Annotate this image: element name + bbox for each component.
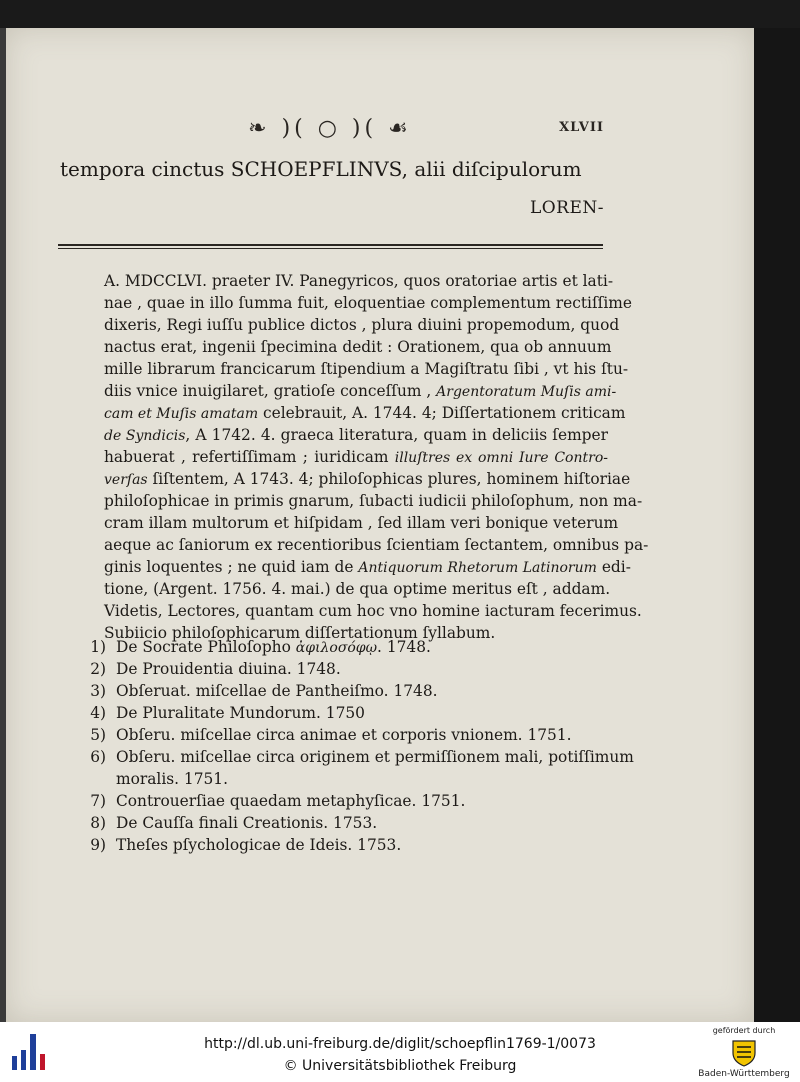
list-item-text — [116, 680, 610, 702]
paragraph-line — [104, 512, 619, 534]
list-item-line — [116, 636, 610, 658]
text-run: nactus erat, ingenii ſpecimina dedit : Orationem, qua ob annuum — [104, 338, 612, 356]
list-item — [86, 724, 610, 746]
text-run: ſiſtentem, A 1743. 4; philoſophicas plures, hominem hiſtoriae — [147, 470, 631, 488]
dissertation-list — [86, 636, 634, 856]
list-item-number: 5) — [90, 726, 106, 744]
footer-bar — [0, 1022, 800, 1082]
text-run: A. MDCCLVI. praeter IV. Panegyricos, quos oratoriae artis et lati- — [104, 272, 614, 290]
list-item — [86, 636, 610, 658]
text-run: De Pluralitate Mundorum. 1750 — [116, 704, 365, 722]
list-item-text — [116, 834, 610, 856]
text-run: Subiicio philoſophicarum diſſertationum ſyllabum. — [104, 624, 496, 642]
double-rule-top — [58, 244, 603, 246]
italic-text-run: Argentoratum Muſis ami- — [436, 384, 617, 400]
list-item-line — [116, 702, 610, 724]
funder-block — [692, 1026, 796, 1079]
baden-wuerttemberg-crest-icon — [730, 1037, 758, 1067]
list-item — [86, 746, 634, 790]
text-run: De Socrate Philoſopho — [116, 638, 296, 656]
list-item-number: 4) — [90, 704, 106, 722]
text-run: nae , quae in illo ſumma fuit, eloquentiae complementum rectiſſime — [104, 294, 632, 312]
paragraph-line — [104, 380, 617, 402]
list-item-line — [116, 768, 610, 790]
ub-freiburg-logo-icon — [10, 1030, 50, 1074]
list-item-line — [116, 790, 610, 812]
list-item — [86, 658, 610, 680]
list-item-line — [116, 746, 634, 768]
paragraph-line — [104, 446, 608, 468]
paragraph-line — [104, 490, 643, 512]
text-run: mille librarum francicarum ſtipendium a Magiſtratu ſibi , vt his ſtu- — [104, 360, 629, 378]
italic-text-run: cam et Muſis amatam — [104, 406, 259, 422]
paragraph-line — [104, 314, 620, 336]
list-item — [86, 834, 610, 856]
paragraph-line — [104, 402, 626, 424]
text-run: aeque ac ſaniorum ex recentioribus ſcientiam ſectantem, omnibus pa- — [104, 536, 649, 554]
list-item-number: 1) — [90, 638, 106, 656]
text-run: philoſophicae in primis gnarum, ſubacti iudicii philoſophum, non ma- — [104, 492, 643, 510]
list-item-number: 8) — [90, 814, 106, 832]
ornament-headpiece: ❧ )( ○ )( ☙ — [248, 116, 412, 141]
list-item-number: 9) — [90, 836, 106, 854]
paragraph-line — [104, 292, 632, 314]
text-run: cram illam multorum et hiſpidam , ſed illam veri bonique veterum — [104, 514, 619, 532]
list-item-line — [116, 812, 610, 834]
paragraph-line — [104, 578, 611, 600]
list-item-text — [116, 812, 610, 834]
paragraph-line — [104, 424, 608, 446]
funder-label: gefördert durch — [712, 1026, 776, 1035]
list-item — [86, 790, 610, 812]
text-run: De Prouidentia diuina. 1748. — [116, 660, 341, 678]
list-item-text — [116, 724, 610, 746]
list-item-line — [116, 724, 610, 746]
scan-right-edge — [754, 28, 800, 1022]
paragraph-line — [104, 270, 614, 292]
list-item — [86, 702, 610, 724]
list-item-text — [116, 746, 634, 790]
main-paragraph — [104, 270, 649, 644]
italic-text-run: Antiquorum Rhetorum Latinorum — [358, 560, 597, 576]
text-run: Videtis, Lectores, quantam cum hoc vno homine iacturam fecerimus. — [104, 602, 642, 620]
list-item-line — [116, 658, 610, 680]
text-run: tione, (Argent. 1756. 4. mai.) de qua optime meritus eſt , addam. — [104, 580, 611, 598]
text-run: ginis loquentes ; ne quid iam de — [104, 558, 359, 576]
permalink-url[interactable]: http://dl.ub.uni-freiburg.de/diglit/schoepflin1769-1/0073 — [204, 1036, 596, 1052]
list-item-number: 7) — [90, 792, 106, 810]
text-run: Obſeru. miſcellae circa originem et permiſſionem mali, potiſſimum — [116, 748, 634, 766]
text-run: celebrauit, A. 1744. 4; Diſſertationem criticam — [258, 404, 626, 422]
list-item-number: 3) — [90, 682, 106, 700]
funder-name: Baden-Württemberg — [698, 1069, 790, 1079]
catchword: LOREN- — [529, 198, 604, 218]
list-item-text — [116, 658, 610, 680]
text-run: De Cauſſa finali Creationis. 1753. — [116, 814, 378, 832]
list-item-number: 6) — [90, 748, 106, 766]
paragraph-line — [104, 600, 642, 622]
text-run: , A 1742. 4. graeca literatura, quam in deliciis ſemper — [185, 426, 609, 444]
paragraph-line — [104, 534, 649, 556]
list-item-number: 2) — [90, 660, 106, 678]
text-run: diis vnice inuigilaret, gratioſe conceſſum , — [104, 382, 437, 400]
text-run: Theſes pſychologicae de Ideis. 1753. — [116, 836, 402, 854]
continued-text-line: tempora cinctus SCHOEPFLINVS, alii diſcipulorum — [60, 157, 582, 181]
paragraph-line — [104, 556, 631, 578]
page-number: XLVII — [559, 120, 604, 135]
text-run: Obſeru. miſcellae circa animae et corporis vnionem. 1751. — [116, 726, 572, 744]
text-run: Obſeruat. miſcellae de Pantheiſmo. 1748. — [116, 682, 438, 700]
double-rule-bottom — [58, 248, 603, 249]
list-item — [86, 680, 610, 702]
paragraph-line — [104, 468, 631, 490]
list-item-text — [116, 702, 610, 724]
text-run: habuerat , refertiſſimam ; iuridicam — [104, 448, 395, 466]
text-run: moralis. 1751. — [116, 770, 228, 788]
text-run: dixeris, Regi iuſſu publice dictos , plura diuini propemodum, quod — [104, 316, 620, 334]
italic-text-run: de Syndicis — [104, 428, 186, 444]
copyright-notice: © Universitätsbibliothek Freiburg — [283, 1058, 517, 1074]
list-item-line — [116, 680, 610, 702]
list-item-text — [116, 790, 610, 812]
paragraph-line — [104, 336, 612, 358]
text-run: edi- — [596, 558, 631, 576]
list-item-line — [116, 834, 610, 856]
paragraph-line — [104, 358, 629, 380]
italic-text-run: ἀφιλοσόφῳ — [295, 640, 378, 656]
list-item-text — [116, 636, 610, 658]
list-item — [86, 812, 610, 834]
text-run: . 1748. — [377, 638, 431, 656]
text-run: Controuerſiae quaedam metaphyſicae. 1751. — [116, 792, 466, 810]
italic-text-run: illuſtres ex omni Iure Contro- — [394, 450, 608, 466]
italic-text-run: verſas — [104, 472, 148, 488]
